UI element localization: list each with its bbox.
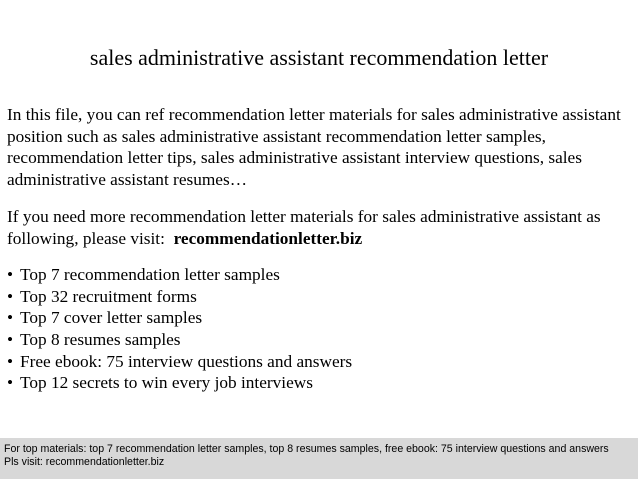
- list-item: [7, 372, 633, 394]
- list-item-text: Top 8 resumes samples: [20, 330, 181, 350]
- list-item-text: Top 7 cover letter samples: [20, 308, 203, 328]
- visit-link[interactable]: recommendationletter.biz: [173, 228, 363, 248]
- footer-line-materials: For top materials: top 7 recommendation letter samples, top 8 resumes samples, free ebook: 75 interview questions and answers: [4, 443, 609, 455]
- bullet-icon: •: [7, 308, 14, 328]
- list-item: [7, 286, 633, 308]
- bullet-icon: •: [7, 265, 14, 284]
- visit-paragraph-text: If you need more recommendation letter materials for sales administrative assistant as following, please visit:: [7, 207, 601, 248]
- list-item: [7, 329, 633, 351]
- footer-banner: [0, 438, 638, 479]
- list-item: [7, 351, 633, 373]
- visit-paragraph: [7, 206, 633, 249]
- page-title: sales administrative assistant recommendation letter: [89, 45, 549, 70]
- list-item: [7, 264, 633, 286]
- bullet-icon: •: [7, 330, 14, 350]
- footer-line-visit: Pls visit: recommendationletter.biz: [4, 456, 165, 468]
- materials-list: [7, 264, 633, 394]
- intro-paragraph: In this file, you can ref recommendation letter materials for sales administrative assistant position such as sales administrative assistant recommendation letter samples, recommendation letter tips, sales administrative assistant interview questions, sales administrative assistant resumes…: [7, 105, 621, 189]
- list-item-text: Top 32 recruitment forms: [20, 286, 197, 306]
- list-item-text: Top 12 secrets to win every job interviews: [20, 373, 313, 393]
- bullet-icon: •: [7, 373, 14, 393]
- bullet-icon: •: [7, 286, 14, 306]
- list-item-text: Top 7 recommendation letter samples: [20, 265, 280, 284]
- bullet-icon: •: [7, 351, 14, 371]
- list-item: [7, 307, 633, 329]
- list-item-text: Free ebook: 75 interview questions and answers: [20, 351, 353, 371]
